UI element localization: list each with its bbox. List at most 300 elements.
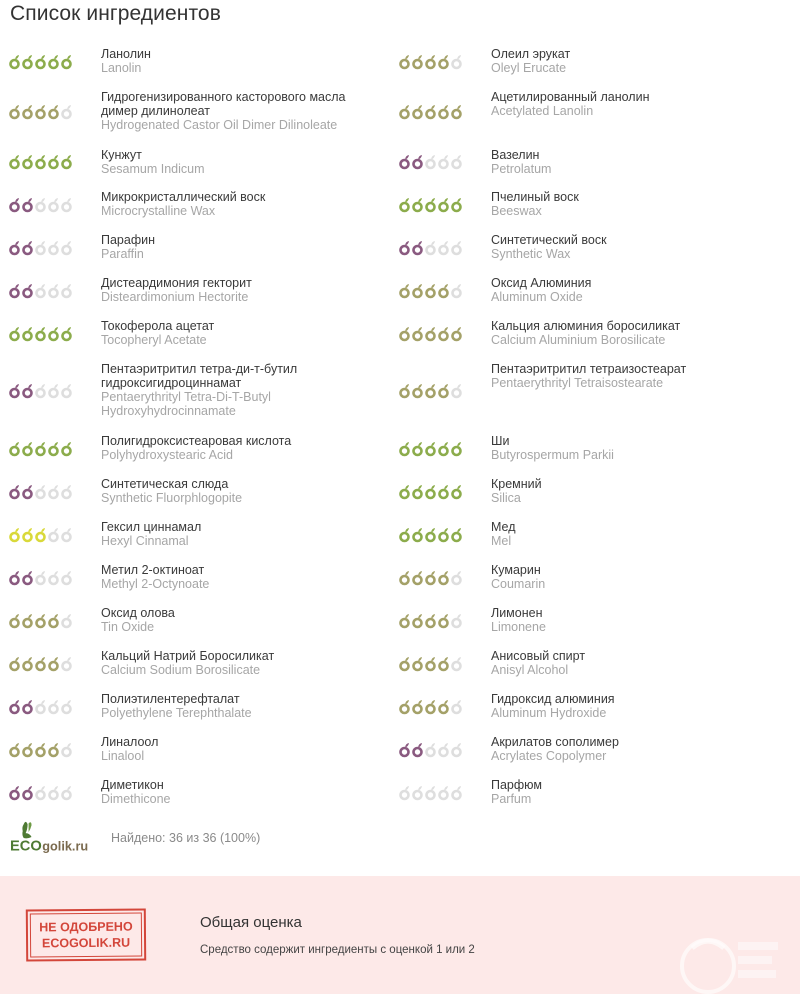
rating-drop-icon <box>438 283 449 299</box>
ingredient-name-en: Tocopheryl Acetate <box>101 333 207 347</box>
rating-drop-icon <box>48 283 59 299</box>
rating-drop-icon <box>425 656 436 672</box>
ingredient-item[interactable] <box>0 230 390 273</box>
rating-drop-icon <box>35 570 46 586</box>
ingredient-row <box>0 316 800 359</box>
ingredient-item[interactable] <box>390 44 800 87</box>
ingredient-name-en: Hydroxyhydrocinnamate <box>101 404 236 418</box>
ingredient-name-ru: Пентаэритритил тетра-ди-т-бутил <box>101 362 298 376</box>
rating-drop-icon <box>22 197 33 213</box>
ingredient-name-ru: Синтетическая слюда <box>101 477 229 491</box>
ingredient-text <box>101 689 390 724</box>
ingredient-name-en: Tin Oxide <box>101 620 155 634</box>
rating-drop-icon <box>35 104 46 120</box>
ingredient-name-en: Mel <box>491 534 512 548</box>
rating-drop-icon <box>412 441 423 457</box>
rating-drop-icon <box>451 785 462 801</box>
ingredient-rating <box>0 689 101 724</box>
rating-drop-icon <box>451 54 462 70</box>
ingredient-name-en: Coumarin <box>491 577 546 591</box>
ingredient-name-en: Dimethicone <box>101 792 171 806</box>
rating-drop-icon <box>399 484 410 500</box>
rating-drop-icon <box>35 240 46 256</box>
ingredient-item[interactable] <box>0 359 390 431</box>
rating-drop-icon <box>22 527 33 543</box>
ingredient-name-ru: Акрилатов сополимер <box>491 735 619 749</box>
rating-drop-icon <box>22 104 33 120</box>
rating-drop-icon <box>412 104 423 120</box>
ingredient-row <box>0 187 800 230</box>
ingredient-text <box>101 359 390 423</box>
rating-drop-icon <box>22 240 33 256</box>
ingredient-name-ru: Кальция алюминия боросиликат <box>491 319 681 333</box>
rating-drop-icon <box>412 785 423 801</box>
ingredient-row <box>0 603 800 646</box>
rating-drop-icon <box>399 326 410 342</box>
ingredient-rating <box>0 560 101 595</box>
ingredient-row <box>0 44 800 87</box>
ingredient-name-en: Linalool <box>101 749 145 763</box>
rating-drop-icon <box>412 197 423 213</box>
rating-drop-icon <box>425 699 436 715</box>
rating-drop-icon <box>425 104 436 120</box>
ingredient-rating <box>0 646 101 681</box>
ingredient-row <box>0 359 800 431</box>
rating-drop-icon <box>438 527 449 543</box>
ingredient-item[interactable] <box>390 474 800 517</box>
ingredient-name-ru: Парфюм <box>491 778 543 792</box>
ingredient-row <box>0 646 800 689</box>
rating-drop-icon <box>438 484 449 500</box>
rating-drop-icon <box>61 383 72 399</box>
ingredient-text <box>491 273 800 308</box>
rating-drop-icon <box>35 326 46 342</box>
ingredient-name-en: Petrolatum <box>491 162 552 176</box>
ingredient-item[interactable] <box>390 560 800 603</box>
ingredient-text <box>491 187 800 222</box>
rating-drop-icon <box>61 283 72 299</box>
rating-drop-icon <box>9 104 20 120</box>
ingredient-name-en: Polyethylene Terephthalate <box>101 706 252 720</box>
ingredient-text <box>101 560 390 595</box>
rating-drop-icon <box>412 283 423 299</box>
ingredient-text <box>491 775 800 810</box>
ingredient-text <box>101 603 390 638</box>
ingredient-item[interactable] <box>390 316 800 359</box>
ingredient-text <box>101 775 390 810</box>
ingredient-name-en: Hydrogenated Castor Oil Dimer Dilinoleate <box>101 118 338 132</box>
rating-drop-icon <box>22 383 33 399</box>
ingredient-item[interactable] <box>390 145 800 187</box>
ingredient-rating <box>390 775 491 810</box>
rating-drop-icon <box>48 742 59 758</box>
rating-drop-icon <box>9 484 20 500</box>
rating-drop-icon <box>61 441 72 457</box>
ingredient-name-ru: Кальций Натрий Боросиликат <box>101 649 275 663</box>
rating-drop-icon <box>35 785 46 801</box>
ingredient-text <box>101 431 390 466</box>
ingredient-item[interactable] <box>390 230 800 273</box>
ingredient-name-en: Butyrospermum Parkii <box>491 448 614 462</box>
ingredient-name-en: Synthetic Fluorphlogopite <box>101 491 243 505</box>
rating-drop-icon <box>9 197 20 213</box>
ingredient-rating <box>0 145 101 179</box>
rating-drop-icon <box>48 656 59 672</box>
svg-text:ECO: ECO <box>10 838 42 855</box>
ingredient-text <box>101 474 390 509</box>
rating-drop-icon <box>61 742 72 758</box>
rating-drop-icon <box>451 441 462 457</box>
rating-drop-icon <box>412 484 423 500</box>
ingredient-item[interactable] <box>0 273 390 316</box>
rating-drop-icon <box>438 54 449 70</box>
ingredient-name-en: Polyhydroxystearic Acid <box>101 448 234 462</box>
rating-drop-icon <box>35 283 46 299</box>
ingredient-row <box>0 273 800 316</box>
rating-drop-icon <box>9 613 20 629</box>
rating-drop-icon <box>425 326 436 342</box>
rating-drop-icon <box>451 699 462 715</box>
ingredient-text <box>491 44 800 79</box>
ingredient-item[interactable] <box>0 316 390 359</box>
ingredient-text <box>491 732 800 767</box>
rating-drop-icon <box>438 613 449 629</box>
stamp-line-2: ECOGOLIK.RU <box>41 935 131 951</box>
ingredient-text <box>491 431 800 466</box>
rating-drop-icon <box>438 326 449 342</box>
rating-drop-icon <box>399 570 410 586</box>
rating-drop-icon <box>48 104 59 120</box>
rating-drop-icon <box>438 104 449 120</box>
ingredient-text <box>491 517 800 552</box>
ingredient-name-ru: Метил 2-октиноат <box>101 563 205 577</box>
ingredient-text <box>491 230 800 265</box>
rating-drop-icon <box>451 197 462 213</box>
rating-drop-icon <box>438 197 449 213</box>
ingredient-item[interactable] <box>0 145 390 187</box>
ingredient-item[interactable] <box>390 273 800 316</box>
rating-drop-icon <box>9 785 20 801</box>
rating-drop-icon <box>35 484 46 500</box>
ingredient-item[interactable] <box>390 646 800 689</box>
rating-drop-icon <box>61 326 72 342</box>
rating-drop-icon <box>35 742 46 758</box>
rating-drop-icon <box>35 383 46 399</box>
ingredient-name-ru: Ши <box>491 434 510 448</box>
rating-drop-icon <box>22 283 33 299</box>
rating-drop-icon <box>412 326 423 342</box>
rating-drop-icon <box>412 570 423 586</box>
ingredient-name-en: Silica <box>491 491 521 505</box>
rating-drop-icon <box>22 154 33 170</box>
rating-drop-icon <box>425 742 436 758</box>
ingredient-name-en: Limonene <box>491 620 546 634</box>
not-approved-stamp <box>26 908 146 961</box>
rating-drop-icon <box>399 742 410 758</box>
rating-drop-icon <box>9 699 20 715</box>
ingredient-row <box>0 775 800 818</box>
rating-drop-icon <box>399 54 410 70</box>
rating-drop-icon <box>399 527 410 543</box>
overall-rating-title: Общая оценка <box>200 914 302 931</box>
ingredient-text <box>491 689 800 724</box>
rating-drop-icon <box>425 613 436 629</box>
ingredient-name-en: Microcrystalline Wax <box>101 204 216 218</box>
ingredient-rating <box>390 145 491 179</box>
ingredient-item[interactable] <box>0 474 390 517</box>
ingredient-name-ru: Олеил эрукат <box>491 47 571 61</box>
ingredient-rating <box>390 273 491 308</box>
ingredient-name-ru: Линалоол <box>101 735 159 749</box>
rating-drop-icon <box>425 197 436 213</box>
ingredient-row <box>0 474 800 517</box>
ingredient-item[interactable] <box>390 775 800 818</box>
ingredient-rating <box>0 44 101 79</box>
ingredient-rating <box>0 517 101 552</box>
rating-drop-icon <box>425 570 436 586</box>
ingredient-rating <box>390 474 491 509</box>
ingredient-name-ru: Оксид олова <box>101 606 175 620</box>
rating-drop-icon <box>451 742 462 758</box>
ingredient-rating <box>390 646 491 681</box>
ingredient-name-ru: Гексил циннамал <box>101 520 202 534</box>
rating-drop-icon <box>9 383 20 399</box>
ingredient-name-ru: Оксид Алюминия <box>491 276 592 290</box>
rating-drop-icon <box>61 656 72 672</box>
ingredient-item[interactable] <box>0 517 390 560</box>
watermark-icon <box>672 928 782 994</box>
ingredient-item[interactable] <box>390 431 800 474</box>
ingredient-name-ru: гидроксигидроциннамат <box>101 376 242 390</box>
ingredient-rating <box>0 732 101 767</box>
rating-drop-icon <box>61 570 72 586</box>
ingredient-item[interactable] <box>0 775 390 818</box>
ingredient-name-en: Acrylates Copolymer <box>491 749 607 763</box>
rating-drop-icon <box>399 104 410 120</box>
rating-drop-icon <box>412 383 423 399</box>
rating-drop-icon <box>35 197 46 213</box>
ingredient-rating <box>390 431 491 466</box>
ingredient-text <box>101 316 390 351</box>
rating-drop-icon <box>438 742 449 758</box>
ingredient-rating <box>390 359 491 423</box>
ingredient-rating <box>390 517 491 552</box>
ingredient-name-en: Oleyl Erucate <box>491 61 567 75</box>
rating-drop-icon <box>48 699 59 715</box>
ingredient-row <box>0 230 800 273</box>
rating-drop-icon <box>451 383 462 399</box>
rating-drop-icon <box>48 154 59 170</box>
rating-drop-icon <box>425 154 436 170</box>
rating-drop-icon <box>61 613 72 629</box>
ingredient-name-ru: Ланолин <box>101 47 151 61</box>
ingredient-name-en: Calcium Aluminium Borosilicate <box>491 333 666 347</box>
rating-drop-icon <box>9 240 20 256</box>
rating-drop-icon <box>22 484 33 500</box>
rating-drop-icon <box>48 441 59 457</box>
rating-drop-icon <box>438 785 449 801</box>
ingredient-item[interactable] <box>390 603 800 646</box>
rating-drop-icon <box>412 240 423 256</box>
ingredient-rating <box>0 359 101 423</box>
ingredient-row <box>0 560 800 603</box>
rating-drop-icon <box>451 570 462 586</box>
ingredient-rating <box>0 230 101 265</box>
ingredient-name-en: Methyl 2-Octynoate <box>101 577 210 591</box>
ingredient-row <box>0 689 800 732</box>
ingredient-item[interactable] <box>390 359 800 431</box>
rating-drop-icon <box>48 197 59 213</box>
ingredient-text <box>101 44 390 79</box>
rating-drop-icon <box>451 240 462 256</box>
rating-drop-icon <box>399 613 410 629</box>
rating-drop-icon <box>9 283 20 299</box>
ingredient-name-ru: Парафин <box>101 233 156 247</box>
ingredient-item[interactable] <box>0 560 390 603</box>
ingredient-name-en: Disteardimonium Hectorite <box>101 290 249 304</box>
rating-drop-icon <box>412 656 423 672</box>
ingredient-rating <box>390 689 491 724</box>
ingredient-rating <box>0 316 101 351</box>
ingredient-name-ru: Лимонен <box>491 606 543 620</box>
rating-drop-icon <box>9 54 20 70</box>
ingredient-item[interactable] <box>0 87 390 145</box>
ingredient-text <box>101 646 390 681</box>
rating-drop-icon <box>451 326 462 342</box>
ingredient-name-en: Sesamum Indicum <box>101 162 205 176</box>
rating-drop-icon <box>399 283 410 299</box>
rating-drop-icon <box>425 785 436 801</box>
ingredient-item[interactable] <box>0 44 390 87</box>
rating-drop-icon <box>35 54 46 70</box>
ingredient-item[interactable] <box>390 517 800 560</box>
ingredient-name-ru: Пентаэритритил тетраизостеарат <box>491 362 687 376</box>
rating-drop-icon <box>425 383 436 399</box>
ingredient-item[interactable] <box>390 187 800 230</box>
ingredient-rating <box>390 230 491 265</box>
rating-drop-icon <box>22 742 33 758</box>
rating-drop-icon <box>61 699 72 715</box>
rating-drop-icon <box>35 154 46 170</box>
rating-drop-icon <box>399 240 410 256</box>
rating-drop-icon <box>9 570 20 586</box>
ingredient-rating <box>0 87 101 137</box>
ingredient-item[interactable] <box>0 732 390 775</box>
rating-drop-icon <box>425 240 436 256</box>
ingredients-footer <box>0 818 800 858</box>
ingredient-rating <box>0 603 101 638</box>
rating-drop-icon <box>9 326 20 342</box>
ingredient-name-ru: Ацетилированный ланолин <box>491 90 650 104</box>
overall-rating-panel <box>0 876 800 994</box>
ingredient-rating <box>0 273 101 308</box>
rating-drop-icon <box>425 527 436 543</box>
rating-drop-icon <box>22 785 33 801</box>
rating-drop-icon <box>35 699 46 715</box>
ingredient-name-ru: Кунжут <box>101 148 142 162</box>
rating-drop-icon <box>35 441 46 457</box>
rating-drop-icon <box>35 527 46 543</box>
ingredient-name-ru: димер дилинолеат <box>101 104 211 118</box>
rating-drop-icon <box>425 484 436 500</box>
ingredient-name-ru: Токоферола ацетат <box>101 319 215 333</box>
rating-drop-icon <box>399 383 410 399</box>
rating-drop-icon <box>35 656 46 672</box>
ingredient-text <box>101 732 390 767</box>
rating-drop-icon <box>425 54 436 70</box>
ingredient-name-ru: Диметикон <box>101 778 164 792</box>
rating-drop-icon <box>61 54 72 70</box>
ingredient-text <box>491 145 800 179</box>
rating-drop-icon <box>438 699 449 715</box>
rating-drop-icon <box>425 283 436 299</box>
rating-drop-icon <box>9 742 20 758</box>
ingredient-item[interactable] <box>0 646 390 689</box>
rating-drop-icon <box>48 54 59 70</box>
ingredient-text <box>101 187 390 222</box>
ingredient-name-ru: Синтетический воск <box>491 233 607 247</box>
ingredient-name-ru: Анисовый спирт <box>491 649 586 663</box>
ingredient-name-en: Anisyl Alcohol <box>491 663 569 677</box>
ingredient-row <box>0 87 800 145</box>
ingredients-list <box>0 44 800 818</box>
ingredient-item[interactable] <box>0 187 390 230</box>
ecogolik-logo-icon <box>10 818 100 858</box>
ecogolik-logo[interactable] <box>10 818 100 858</box>
ingredient-text <box>491 474 800 509</box>
rating-drop-icon <box>22 326 33 342</box>
rating-drop-icon <box>399 441 410 457</box>
rating-drop-icon <box>22 441 33 457</box>
rating-drop-icon <box>451 613 462 629</box>
stamp-line-1: НЕ ОДОБРЕНО <box>39 919 133 935</box>
ingredient-item[interactable] <box>0 603 390 646</box>
ingredient-rating <box>390 732 491 767</box>
ingredient-name-en: Calcium Sodium Borosilicate <box>101 663 261 677</box>
ingredient-item[interactable] <box>0 431 390 474</box>
ingredient-text <box>491 603 800 638</box>
ingredient-item[interactable] <box>390 689 800 732</box>
ingredient-name-ru: Гидроксид алюминия <box>491 692 615 706</box>
rating-drop-icon <box>9 527 20 543</box>
rating-drop-icon <box>9 441 20 457</box>
rating-drop-icon <box>438 154 449 170</box>
rating-drop-icon <box>451 104 462 120</box>
rating-drop-icon <box>412 54 423 70</box>
ingredient-text <box>101 517 390 552</box>
ingredient-row <box>0 431 800 474</box>
ingredient-name-ru: Полигидроксистеаровая кислота <box>101 434 292 448</box>
ingredient-text <box>491 316 800 351</box>
ingredient-rating <box>390 44 491 79</box>
rating-drop-icon <box>9 656 20 672</box>
ingredient-name-ru: Полиэтилентерефталат <box>101 692 240 706</box>
ingredient-item[interactable] <box>390 87 800 145</box>
found-count: Найдено: 36 из 36 (100%) <box>111 831 261 845</box>
ingredient-name-en: Aluminum Hydroxide <box>491 706 607 720</box>
rating-drop-icon <box>61 785 72 801</box>
rating-drop-icon <box>22 54 33 70</box>
ingredient-name-en: Acetylated Lanolin <box>491 104 594 118</box>
ingredient-item[interactable] <box>0 689 390 732</box>
ingredient-item[interactable] <box>390 732 800 775</box>
rating-drop-icon <box>451 154 462 170</box>
rating-drop-icon <box>61 484 72 500</box>
ingredient-rating <box>0 474 101 509</box>
rating-drop-icon <box>399 197 410 213</box>
ingredient-text <box>101 87 390 137</box>
rating-drop-icon <box>399 656 410 672</box>
